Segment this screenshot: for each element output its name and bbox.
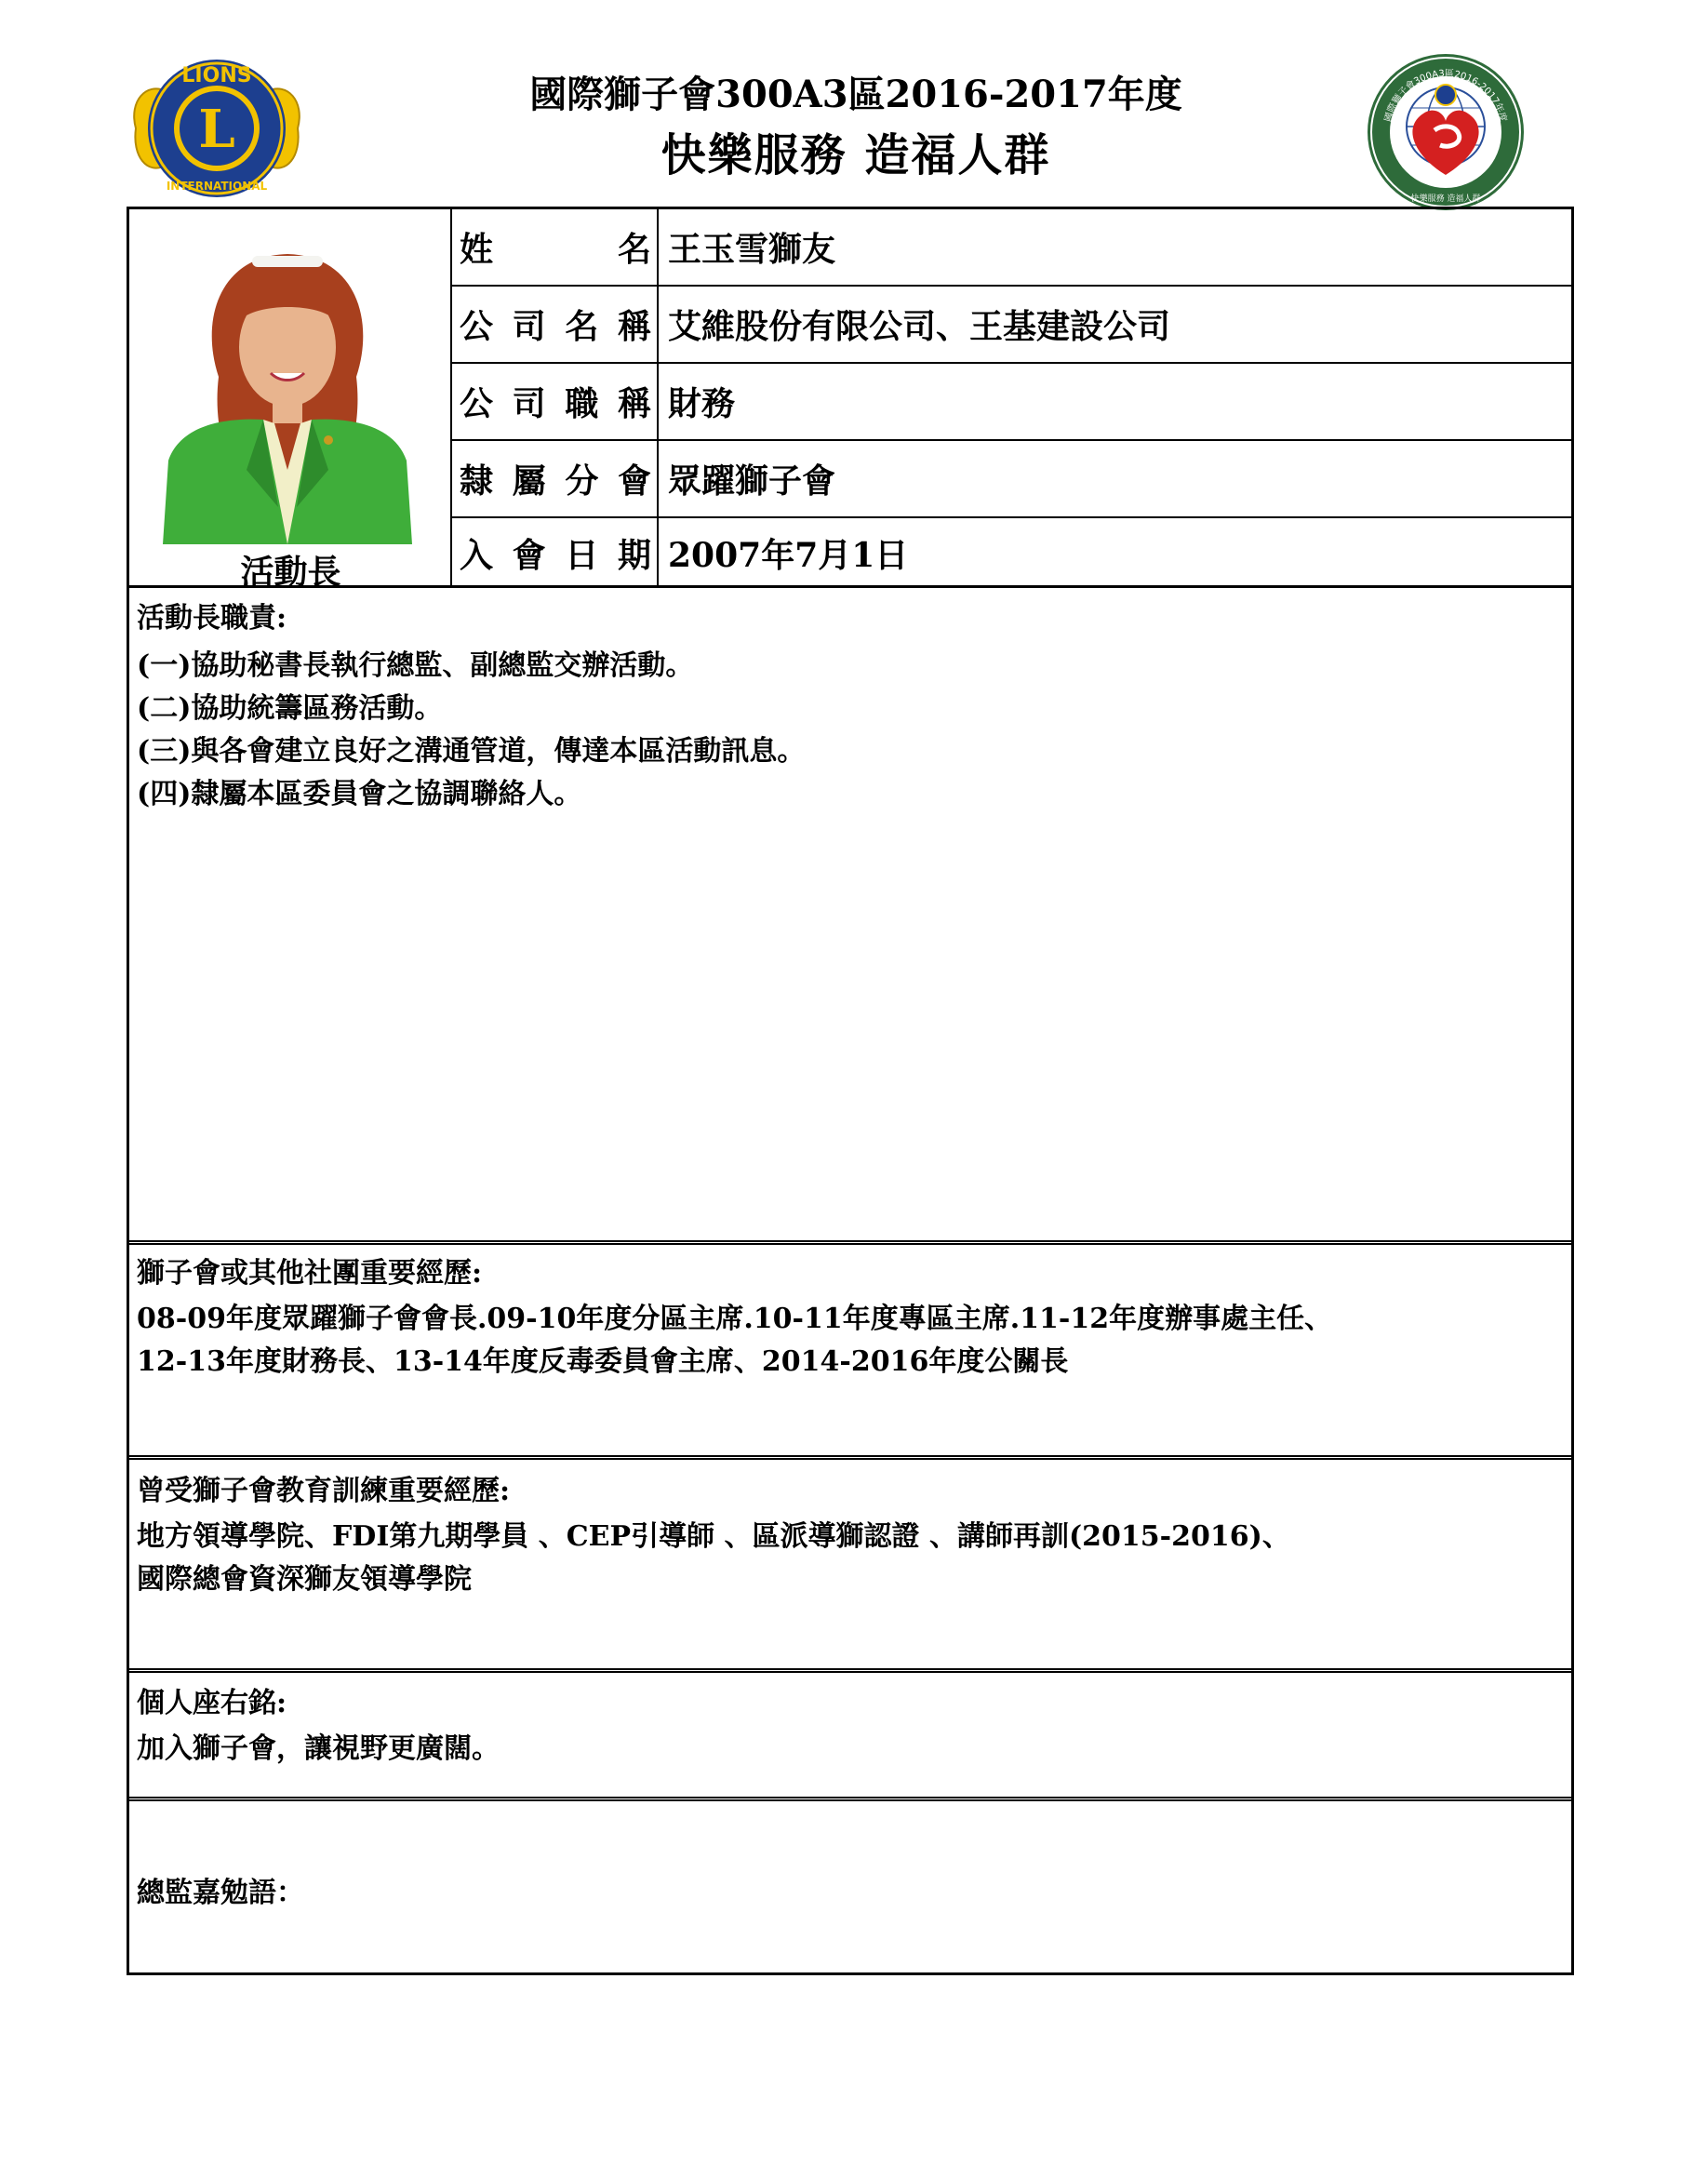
document-slogan: 快樂服務 造福人群	[661, 129, 1051, 181]
divider	[129, 1240, 1571, 1245]
experience-heading: 獅子會或其他社團重要經歷:	[137, 1257, 483, 1290]
experience-line: 12-13年度財務長、13-14年度反毒委員會主席、2014-2016年度公關長	[137, 1345, 1069, 1378]
divider	[129, 1668, 1571, 1673]
field-row-join-date	[452, 518, 1574, 587]
lions-international-logo	[128, 54, 305, 203]
duties-line: (二)協助統籌區務活動。	[137, 692, 443, 725]
field-value-join-date: 2007年7月1日	[668, 535, 909, 575]
experience-section	[137, 1255, 1560, 1384]
duties-line: (一)協助秘書長執行總監、副總監交辦活動。	[137, 649, 694, 682]
training-heading: 曾受獅子會教育訓練重要經歷:	[137, 1475, 511, 1507]
field-value-company: 艾維股份有限公司、王基建設公司	[668, 307, 1171, 346]
field-label-name: 姓 名	[452, 209, 659, 285]
member-profile-sheet	[127, 207, 1574, 1975]
duties-line: (四)隸屬本區委員會之協調聯絡人。	[137, 778, 582, 810]
field-label-join-date: 入 會 日 期	[452, 518, 659, 587]
lions-letter: L	[198, 99, 235, 160]
training-section	[137, 1473, 1560, 1601]
governor-section	[137, 1875, 1560, 1912]
duties-section	[137, 600, 1560, 816]
field-value-name: 王玉雪獅友	[668, 230, 836, 269]
experience-line: 08-09年度眾躍獅子會會長.09-10年度分區主席.10-11年度專區主席.11-12年度辦事處主任、	[137, 1303, 1333, 1335]
divider	[129, 585, 1571, 588]
duties-line: (三)與各會建立良好之溝通管道，傳達本區活動訊息。	[137, 735, 806, 768]
field-row-club	[452, 441, 1574, 518]
field-label-club: 隸 屬 分 會	[452, 441, 659, 516]
field-row-company	[452, 287, 1574, 364]
field-value-job-title: 財務	[668, 384, 736, 423]
badge-bottom-text: 快樂服務 造福人群	[1410, 194, 1481, 204]
district-badge-logo	[1366, 52, 1526, 212]
motto-line: 加入獅子會，讓視野更廣闊。	[137, 1732, 500, 1765]
training-line: 地方領導學院、FDI第九期學員 、CEP引導師 、區派導獅認證 、講師再訓(2015-2016)、	[137, 1520, 1290, 1553]
photo-cell	[129, 209, 452, 592]
motto-section	[137, 1685, 1560, 1771]
field-row-name	[452, 209, 1574, 287]
badge-ring-text: 國際獅子會300A3區2016-2017年度	[1382, 68, 1509, 124]
divider	[129, 1797, 1571, 1801]
duties-heading: 活動長職責:	[137, 602, 287, 635]
divider	[129, 1455, 1571, 1460]
field-label-company: 公 司 名 稱	[452, 287, 659, 362]
motto-heading: 個人座右銘:	[137, 1687, 287, 1719]
field-label-job-title: 公 司 職 稱	[452, 364, 659, 439]
field-value-club: 眾躍獅子會	[668, 461, 836, 501]
lions-top-text: LIONS	[181, 64, 252, 87]
field-row-job-title	[452, 364, 1574, 441]
member-portrait	[163, 237, 412, 544]
governor-heading: 總監嘉勉語：	[137, 1877, 304, 1909]
lions-bottom-text: INTERNATIONAL	[166, 180, 268, 193]
role-caption: 活動長	[240, 553, 341, 592]
training-line: 國際總會資深獅友領導學院	[137, 1563, 472, 1596]
document-title: 國際獅子會300A3區2016-2017年度	[529, 73, 1182, 116]
